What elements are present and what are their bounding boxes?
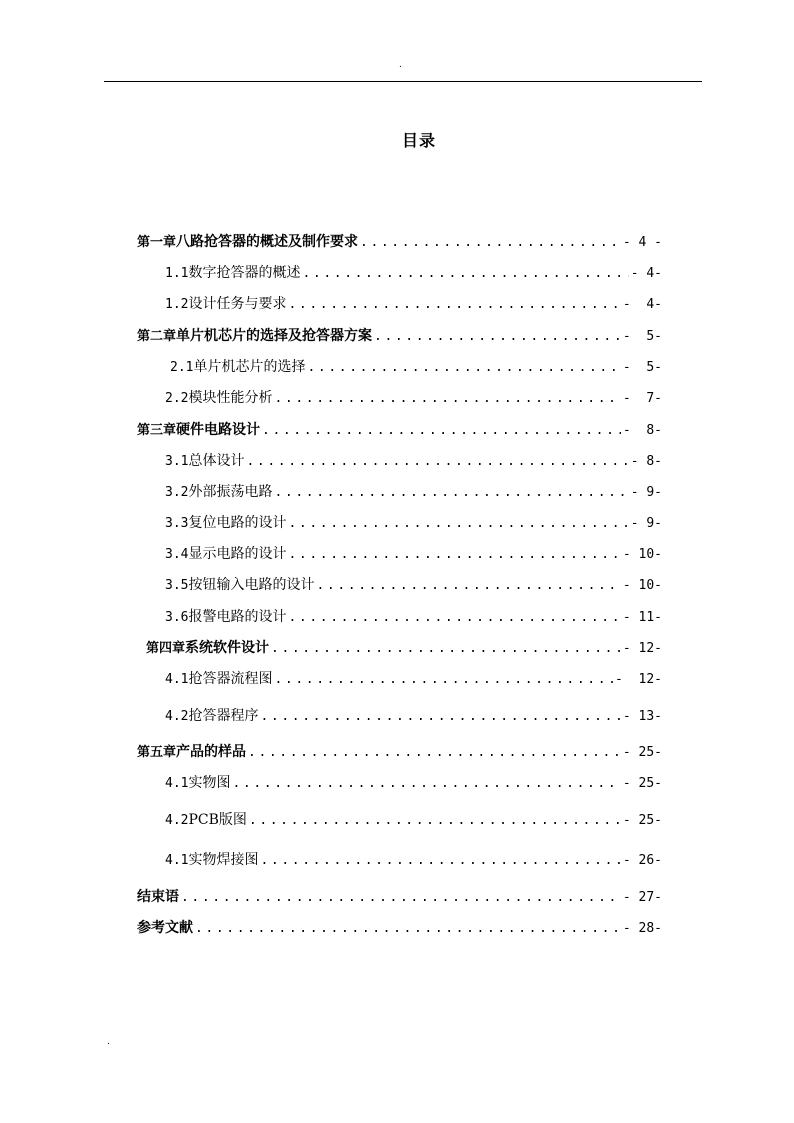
toc-entry[interactable] xyxy=(137,918,662,938)
dot-leader xyxy=(302,264,628,284)
toc-entry[interactable] xyxy=(165,263,662,283)
toc-entry[interactable] xyxy=(165,810,662,830)
toc-entry-label: 抢答器程序 xyxy=(188,708,259,724)
toc-entry-number: 3.6 xyxy=(165,610,189,625)
toc-entry[interactable] xyxy=(137,742,662,762)
toc-entry[interactable] xyxy=(165,388,662,408)
toc-entry-page: - 4- xyxy=(630,266,662,281)
toc-entry-label: 抢答器流程图 xyxy=(188,671,273,687)
dot-leader xyxy=(260,851,620,871)
toc-entry-number: 4.1 xyxy=(165,672,189,687)
page-title: 目录 xyxy=(401,131,436,150)
toc-entry-number: 第五章 xyxy=(137,745,177,760)
toc-entry-page: - 10- xyxy=(622,547,662,562)
toc-entry[interactable] xyxy=(165,850,662,870)
toc-entry-label: 总体设计 xyxy=(188,453,245,469)
dot-leader xyxy=(374,327,621,347)
toc-entry[interactable] xyxy=(165,669,662,689)
toc-entry-page: - 28- xyxy=(622,921,662,936)
footer-mark: . xyxy=(107,1036,110,1047)
header-mark: . xyxy=(399,59,402,70)
toc-entry-label: 实物焊接图 xyxy=(188,852,259,868)
toc-entry-number: 4.2 xyxy=(165,813,189,828)
toc-entry[interactable] xyxy=(137,326,662,346)
toc-entry[interactable] xyxy=(165,773,662,793)
toc-entry-page: - 4- xyxy=(622,297,662,312)
dot-leader xyxy=(260,707,620,727)
toc-entry-label: 复位电路的设计 xyxy=(188,515,287,531)
dot-leader xyxy=(288,545,620,565)
toc-entry-number: 第二章 xyxy=(137,329,177,344)
toc-entry-label: 结束语 xyxy=(137,889,179,905)
dot-leader xyxy=(274,670,613,690)
toc-entry-label: 数字抢答器的概述 xyxy=(188,265,301,281)
toc-entry-label: 八路抢答器的概述及制作要求 xyxy=(176,234,359,250)
toc-entry[interactable] xyxy=(165,544,662,564)
toc-entry-label: 设计任务与要求 xyxy=(188,296,287,312)
toc-entry-label: PCB版图 xyxy=(188,812,247,828)
dot-leader xyxy=(248,743,621,763)
toc-entry-page: - 25- xyxy=(622,813,662,828)
toc-entry[interactable] xyxy=(165,451,662,471)
toc-entry[interactable] xyxy=(165,706,662,726)
dot-leader xyxy=(249,811,621,831)
toc-entry-label: 显示电路的设计 xyxy=(188,546,287,562)
toc-entry-label: 实物图 xyxy=(188,775,231,791)
toc-entry-page: - 9- xyxy=(630,485,662,500)
toc-entry-number: 3.1 xyxy=(165,454,189,469)
toc-entry-page: - 25- xyxy=(622,776,662,791)
dot-leader xyxy=(195,919,621,939)
toc-entry-number: 3.5 xyxy=(165,578,189,593)
toc-entry-page: - 8- xyxy=(630,454,662,469)
toc-entry[interactable] xyxy=(137,887,662,907)
toc-entry-number: 2.2 xyxy=(165,391,189,406)
dot-leader xyxy=(274,389,620,409)
toc-entry[interactable] xyxy=(165,607,662,627)
toc-entry-label: 报警电路的设计 xyxy=(188,609,287,625)
toc-entry-number: 1.2 xyxy=(165,297,189,312)
toc-entry-number: 4.1 xyxy=(165,853,189,868)
toc-entry-page: - 7- xyxy=(622,391,662,406)
toc-entry-label: 参考文献 xyxy=(137,920,193,936)
toc-entry-number: 第一章 xyxy=(137,235,177,250)
toc-entry-number: 第三章 xyxy=(137,423,177,438)
dot-leader xyxy=(307,358,620,378)
toc-entry-number: 4.1 xyxy=(165,776,189,791)
toc-entry-page: - 13- xyxy=(622,709,662,724)
dot-leader xyxy=(288,295,620,315)
toc-entry-page: - 9- xyxy=(630,516,662,531)
toc-entry-page: - 10- xyxy=(622,578,662,593)
toc-entry[interactable] xyxy=(165,294,662,314)
toc-entry-number: 3.4 xyxy=(165,547,189,562)
dot-leader xyxy=(262,421,621,441)
toc-entry-page: - 4 - xyxy=(622,235,662,250)
toc-entry-page: - 11- xyxy=(622,610,662,625)
toc-entry-number: 1.1 xyxy=(165,266,189,281)
toc-entry-label: 单片机芯片的选择及抢答器方案 xyxy=(176,328,373,344)
toc-entry-page: - 12- xyxy=(615,672,662,687)
toc-entry-label: 按钮输入电路的设计 xyxy=(188,577,315,593)
toc-entry-number: 3.3 xyxy=(165,516,189,531)
toc-entry-number: 第四章 xyxy=(146,641,186,656)
dot-leader xyxy=(360,233,621,253)
toc-entry-label: 产品的样品 xyxy=(176,744,247,760)
toc-entry[interactable] xyxy=(137,420,662,440)
dot-leader xyxy=(232,774,620,794)
toc-entry-number: 2.1 xyxy=(170,360,194,375)
toc-entry-page: - 12- xyxy=(622,641,662,656)
toc-entry-label: 外部振荡电路 xyxy=(188,484,273,500)
toc-entry-page: - 26- xyxy=(622,853,662,868)
toc-entry-page: - 5- xyxy=(622,360,662,375)
dot-leader xyxy=(288,608,620,628)
dot-leader xyxy=(316,576,620,596)
toc-entry-label: 模块性能分析 xyxy=(188,390,273,406)
dot-leader xyxy=(271,639,621,659)
toc-entry-number: 4.2 xyxy=(165,709,189,724)
toc-entry-label: 硬件电路设计 xyxy=(176,422,261,438)
toc-entry-page: - 5- xyxy=(622,329,662,344)
toc-entry-number: 3.2 xyxy=(165,485,189,500)
dot-leader xyxy=(274,483,628,503)
toc-entry[interactable] xyxy=(165,482,662,502)
toc-entry[interactable] xyxy=(165,575,662,595)
toc-entry[interactable] xyxy=(146,638,662,658)
toc-entry-page: - 25- xyxy=(622,745,662,760)
dot-leader xyxy=(288,514,628,534)
toc-entry[interactable] xyxy=(165,513,662,533)
dot-leader xyxy=(181,888,621,908)
toc-entry[interactable] xyxy=(137,232,662,252)
toc-entry-label: 系统软件设计 xyxy=(185,640,270,656)
toc-entry[interactable] xyxy=(170,357,662,377)
toc-entry-page: - 8- xyxy=(622,423,662,438)
dot-leader xyxy=(246,452,628,472)
toc-entry-label: 单片机芯片的选择 xyxy=(193,359,306,375)
toc-entry-page: - 27- xyxy=(622,890,662,905)
